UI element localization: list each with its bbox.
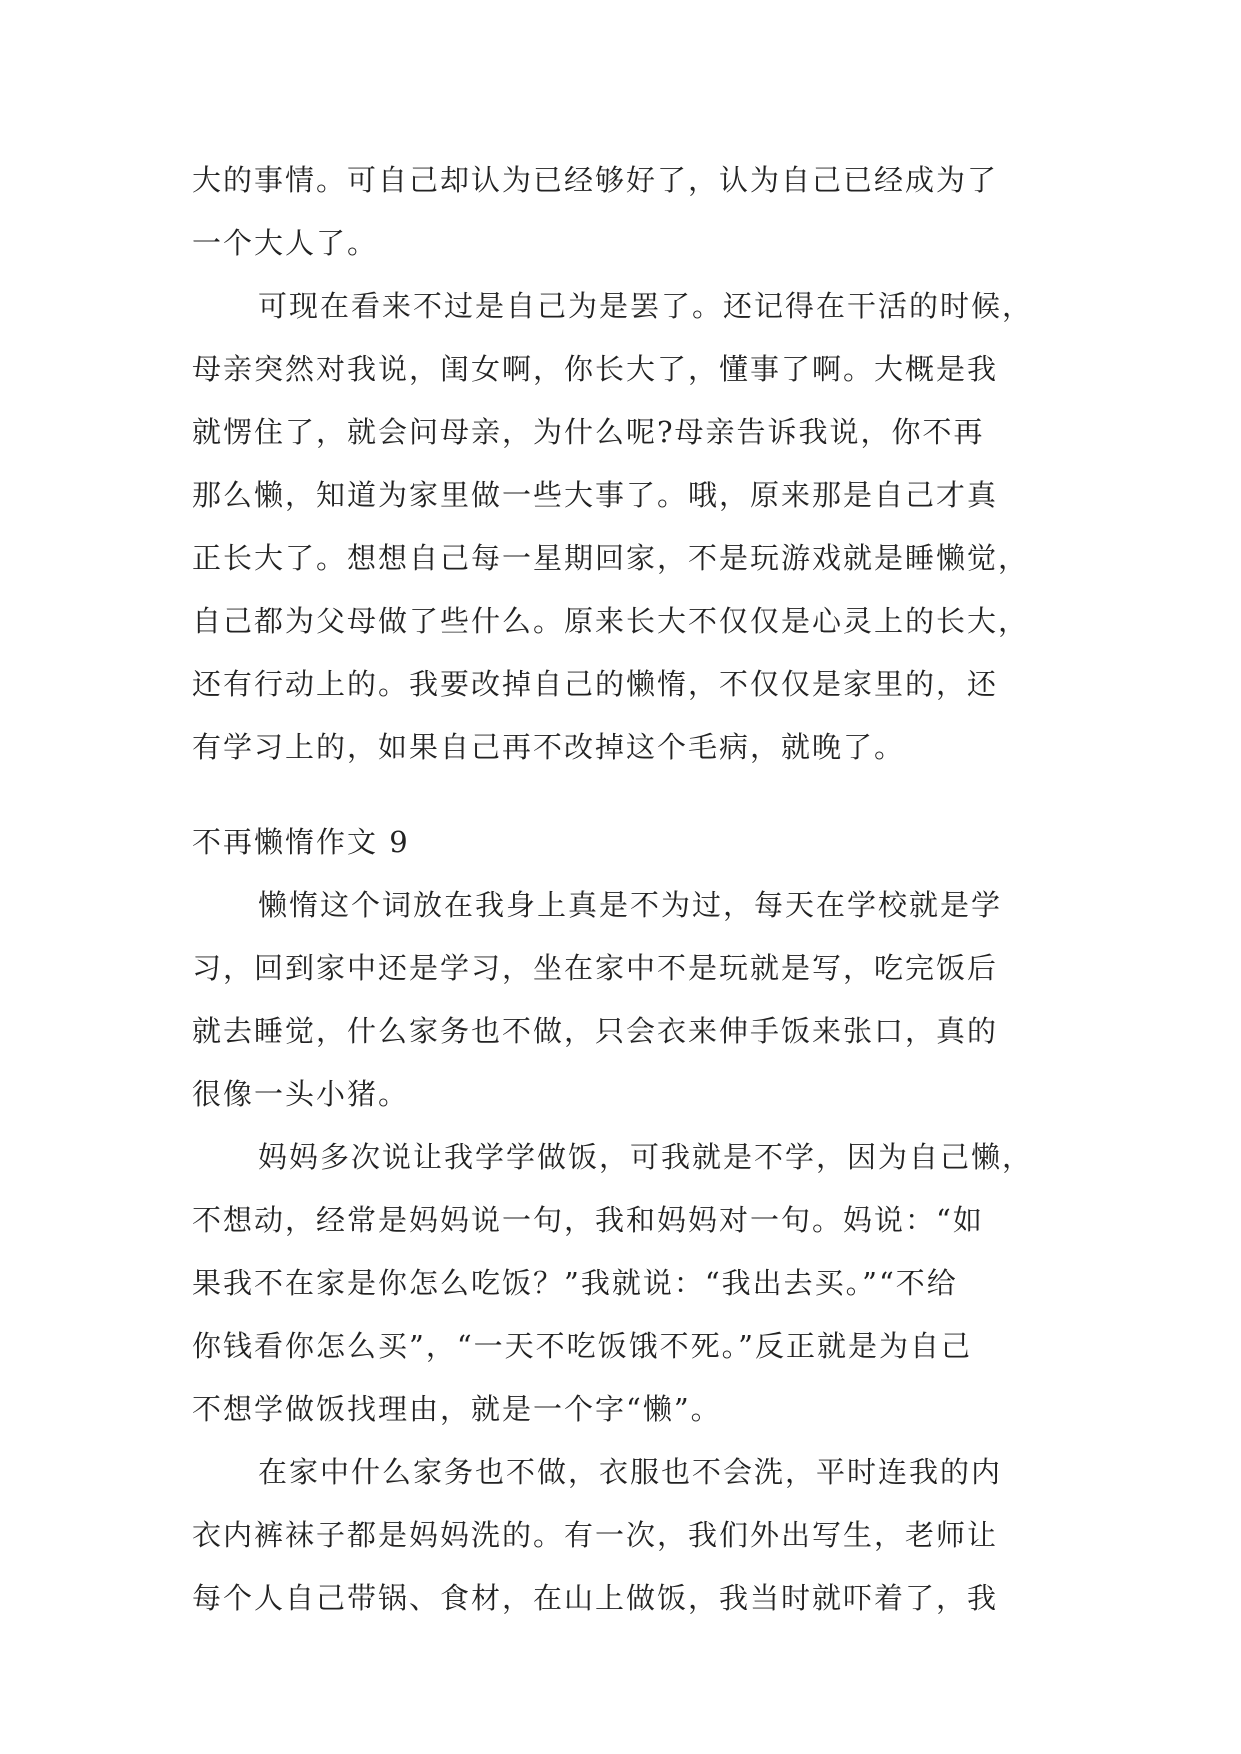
text-line: 那么懒，知道为家里做一些大事了。哦，原来那是自己才真	[192, 478, 999, 512]
text-line: 还有行动上的。我要改掉自己的懒惰，不仅仅是家里的，还	[192, 667, 999, 701]
text-line: 很像一头小猪。	[192, 1077, 410, 1111]
text-line: 不想动，经常是妈妈说一句，我和妈妈对一句。妈说：“如	[192, 1203, 984, 1237]
text-line: 就去睡觉，什么家务也不做，只会衣来伸手饭来张口，真的	[192, 1014, 999, 1048]
text-line: 有学习上的，如果自己再不改掉这个毛病，就晚了。	[192, 730, 906, 764]
text-line: 在家中什么家务也不做，衣服也不会洗，平时连我的内	[258, 1455, 1003, 1489]
text-line: 母亲突然对我说，闺女啊，你长大了，懂事了啊。大概是我	[192, 352, 999, 386]
text-line: 习，回到家中还是学习，坐在家中不是玩就是写，吃完饭后	[192, 951, 999, 985]
text-line: 一个大人了。	[192, 226, 379, 260]
text-line: 不想学做饭找理由，就是一个字“懒”。	[192, 1392, 722, 1426]
text-line: 果我不在家是你怎么吃饭？”我就说：“我出去买。”“不给	[192, 1266, 958, 1300]
text-line: 妈妈多次说让我学学做饭，可我就是不学，因为自己懒，	[258, 1140, 1034, 1174]
text-line: 自己都为父母做了些什么。原来长大不仅仅是心灵上的长大，	[192, 604, 1030, 638]
text-line: 懒惰这个词放在我身上真是不为过，每天在学校就是学	[258, 888, 1003, 922]
section-heading: 不再懒惰作文 9	[192, 825, 410, 859]
text-line: 衣内裤袜子都是妈妈洗的。有一次，我们外出写生，老师让	[192, 1518, 999, 1552]
text-line: 你钱看你怎么买”，“一天不吃饭饿不死。”反正就是为自己	[192, 1329, 972, 1363]
text-line: 就愣住了，就会问母亲，为什么呢?母亲告诉我说，你不再	[192, 415, 985, 449]
text-line: 正长大了。想想自己每一星期回家，不是玩游戏就是睡懒觉，	[192, 541, 1030, 575]
text-line: 大的事情。可自己却认为已经够好了，认为自己已经成为了	[192, 163, 999, 197]
text-line: 可现在看来不过是自己为是罢了。还记得在干活的时候，	[258, 289, 1034, 323]
text-line: 每个人自己带锅、食材，在山上做饭，我当时就吓着了，我	[192, 1581, 999, 1615]
